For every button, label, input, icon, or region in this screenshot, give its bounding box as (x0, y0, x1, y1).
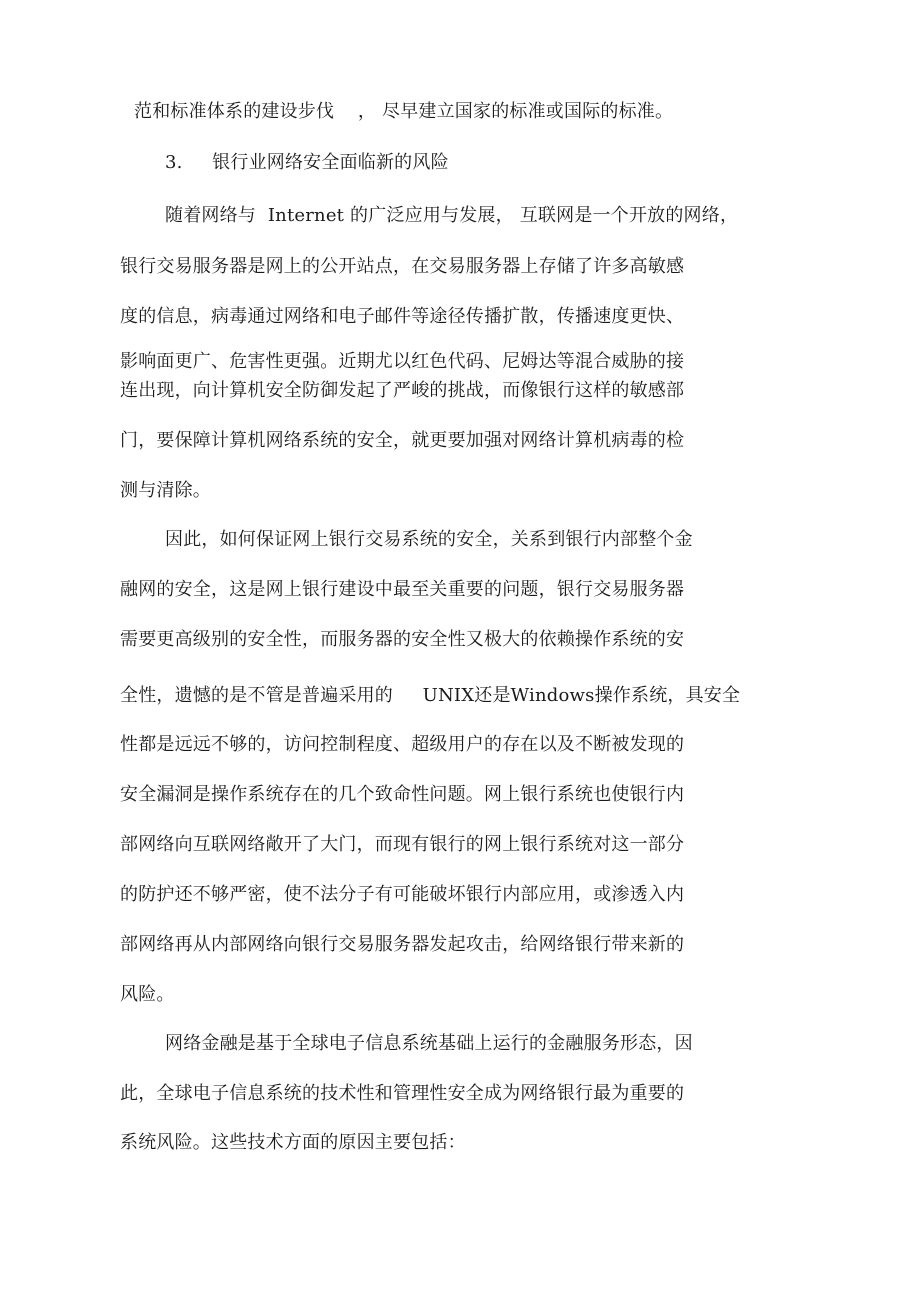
text-line: 需要更高级别的安全性，而服务器的安全性又极大的依赖操作系统的安 (120, 629, 685, 650)
text-line: 测与清除。 (120, 480, 211, 501)
text-line: 全性，遗憾的是不管是普遍采用的 UNIX还是Windows操作系统，具安全 (120, 685, 741, 706)
text-line: 网络金融是基于全球电子信息系统基础上运行的金融服务形态，因 (165, 1033, 693, 1054)
text-line: 安全漏洞是操作系统存在的几个致命性问题。网上银行系统也使银行内 (120, 784, 685, 805)
text-line: 门，要保障计算机网络系统的安全，就更要加强对网络计算机病毒的检 (120, 430, 685, 451)
text-line: 部网络向互联网络敞开了大门，而现有银行的网上银行系统对这一部分 (120, 834, 685, 855)
text-line: 影响面更广、危害性更强。近期尤以红色代码、尼姆达等混合威胁的接 (120, 351, 685, 372)
text-line: 部网络再从内部网络向银行交易服务器发起攻击，给网络银行带来新的 (120, 934, 685, 955)
text-line: 范和标准体系的建设步伐 ， 尽早建立国家的标准或国际的标准。 (134, 101, 674, 122)
text-line: 此，全球电子信息系统的技术性和管理性安全成为网络银行最为重要的 (120, 1083, 685, 1104)
section-heading: 3. 银行业网络安全面临新的风险 (165, 152, 449, 173)
text-line: 随着网络与 Internet 的广泛应用与发展， 互联网是一个开放的网络， (165, 205, 739, 226)
text-line: 性都是远远不够的，访问控制程度、超级用户的存在以及不断被发现的 (120, 734, 685, 755)
text-line: 连出现，向计算机安全防御发起了严峻的挑战，而像银行这样的敏感部 (120, 380, 685, 401)
text-line: 风险。 (120, 984, 175, 1005)
text-line: 度的信息，病毒通过网络和电子邮件等途径传播扩散，传播速度更快、 (120, 306, 685, 327)
text-line: 的防护还不够严密，使不法分子有可能破坏银行内部应用，或渗透入内 (120, 884, 685, 905)
text-line: 融网的安全，这是网上银行建设中最至关重要的问题，银行交易服务器 (120, 579, 685, 600)
text-line: 系统风险。这些技术方面的原因主要包括： (120, 1132, 466, 1153)
text-line: 银行交易服务器是网上的公开站点，在交易服务器上存储了许多高敏感 (120, 256, 685, 277)
text-line: 因此，如何保证网上银行交易系统的安全，关系到银行内部整个金 (165, 529, 693, 550)
